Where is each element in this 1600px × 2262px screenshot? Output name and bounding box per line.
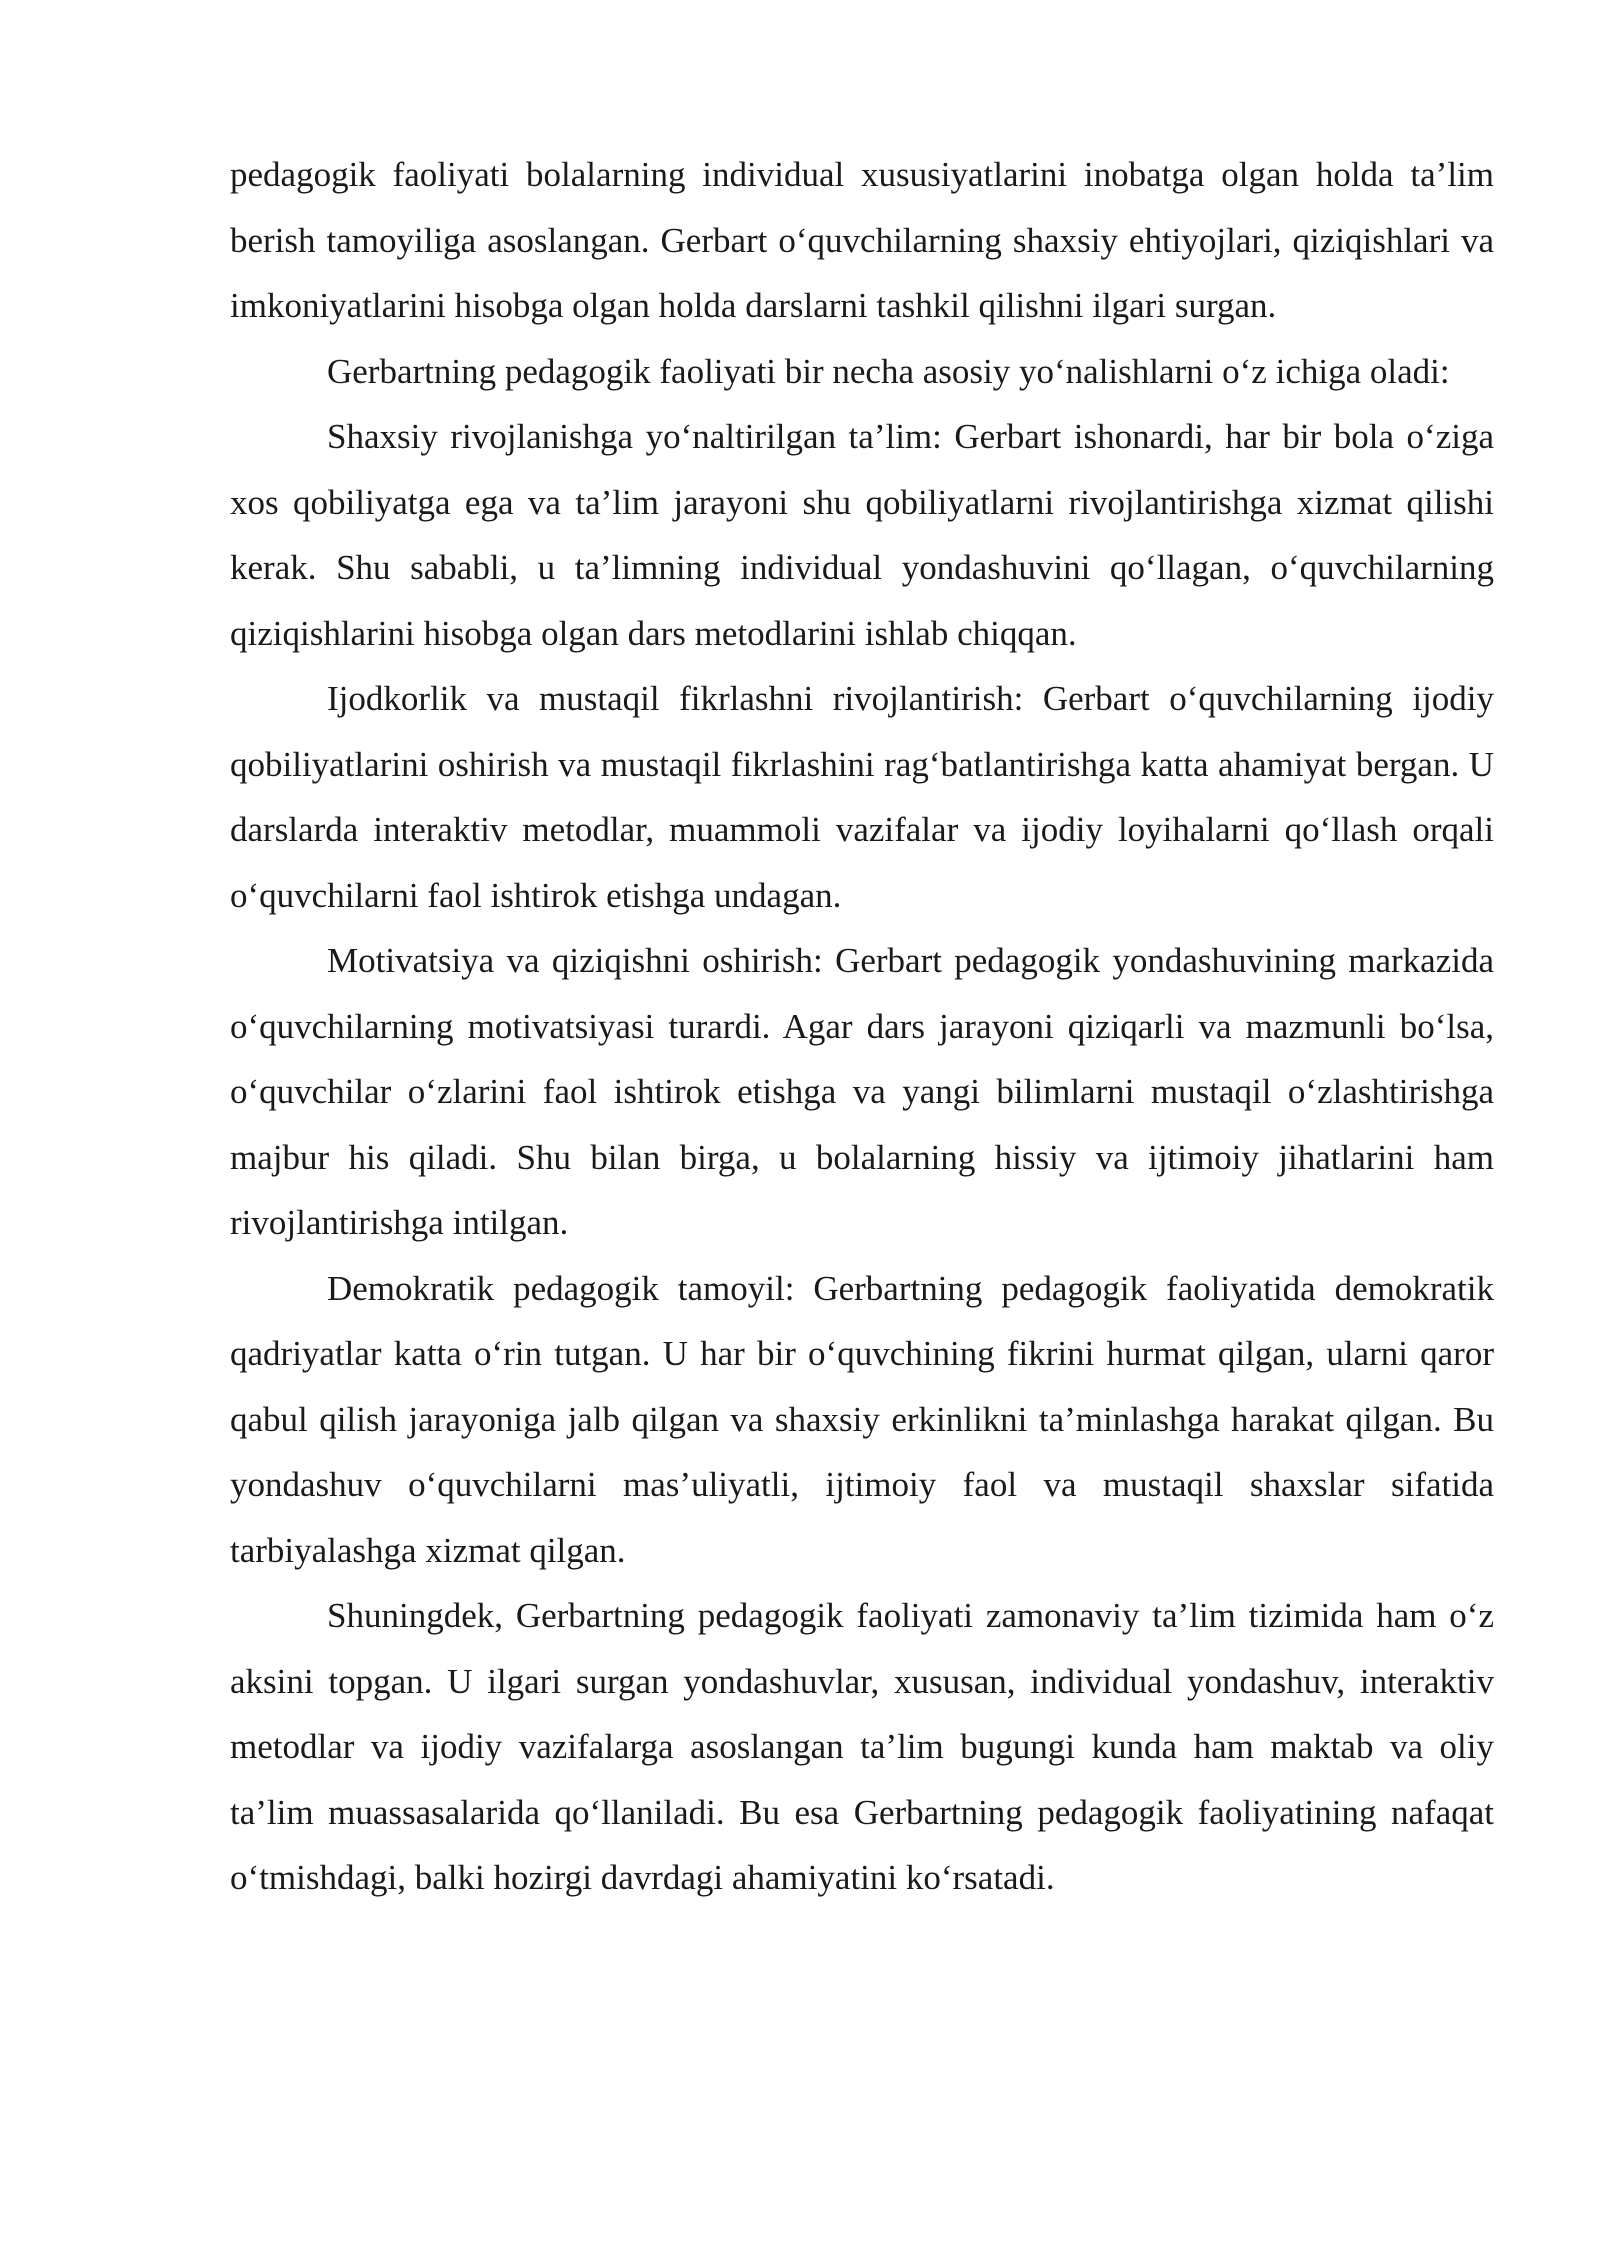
paragraph-7: Shuningdek, Gerbartning pedagogik faoliyati zamonaviy ta’lim tizimida ham o‘z aksini topgan. U ilgari surgan yondashuvlar, xususan, individual yondashuv, interaktiv metodlar va ijodiy vazifalarga asoslangan ta’lim bugungi kunda ham maktab va oliy ta’lim muassasalarida qo‘llaniladi. Bu esa Gerbartning pedagogik faoliyatining nafaqat o‘tmishdagi, balki hozirgi davrdagi ahamiyatini ko‘rsatadi. <box>230 1596 1494 1897</box>
paragraph-1: pedagogik faoliyati bolalarning individual xususiyatlarini inobatga olgan holda ta’lim berish tamoyiliga asoslangan. Gerbart o‘quvchilarning shaxsiy ehtiyojlari, qiziqishlari va imkoniyatlarini hisobga olgan holda darslarni tashkil qilishni ilgari surgan. <box>230 155 1494 325</box>
paragraph-3: Shaxsiy rivojlanishga yo‘naltirilgan ta’lim: Gerbart ishonardi, har bir bola o‘ziga xos qobiliyatga ega va ta’lim jarayoni shu qobiliyatlarni rivojlantirishga xizmat qilishi kerak. Shu sababli, u ta’limning individual yondashuvini qo‘llagan, o‘quvchilarning qiziqishlarini hisobga olgan dars metodlarini ishlab chiqqan. <box>230 417 1494 653</box>
paragraph-6: Demokratik pedagogik tamoyil: Gerbartning pedagogik faoliyatida demokratik qadriyatlar katta o‘rin tutgan. U har bir o‘quvchining fikrini hurmat qilgan, ularni qaror qabul qilish jarayoniga jalb qilgan va shaxsiy erkinlikni ta’minlashga harakat qilgan. Bu yondashuv o‘quvchilarni mas’uliyatli, ijtimoiy faol va mustaqil shaxslar sifatida tarbiyalashga xizmat qilgan. <box>230 1268 1494 1570</box>
paragraph-4: Ijodkorlik va mustaqil fikrlashni rivojlantirish: Gerbart o‘quvchilarning ijodiy qobiliyatlarini oshirish va mustaqil fikrlashini rag‘batlantirishga katta ahamiyat bergan. U darslarda interaktiv metodlar, muammoli vazifalar va ijodiy loyihalarni qo‘llash orqali o‘quvchilarni faol ishtirok etishga undagan. <box>230 679 1494 915</box>
paragraph-2: Gerbartning pedagogik faoliyati bir necha asosiy yo‘nalishlarni o‘z ichiga oladi: <box>327 351 1450 391</box>
paragraph-5: Motivatsiya va qiziqishni oshirish: Gerbart pedagogik yondashuvining markazida o‘quvchilarning motivatsiyasi turardi. Agar dars jarayoni qiziqarli va mazmunli bo‘lsa, o‘quvchilar o‘zlarini faol ishtirok etishga va yangi bilimlarni mustaqil o‘zlashtirishga majbur his qiladi. Shu bilan birga, u bolalarning hissiy va ijtimoiy jihatlarini ham rivojlantirishga intilgan. <box>230 941 1494 1242</box>
document-body <box>230 142 1494 1911</box>
